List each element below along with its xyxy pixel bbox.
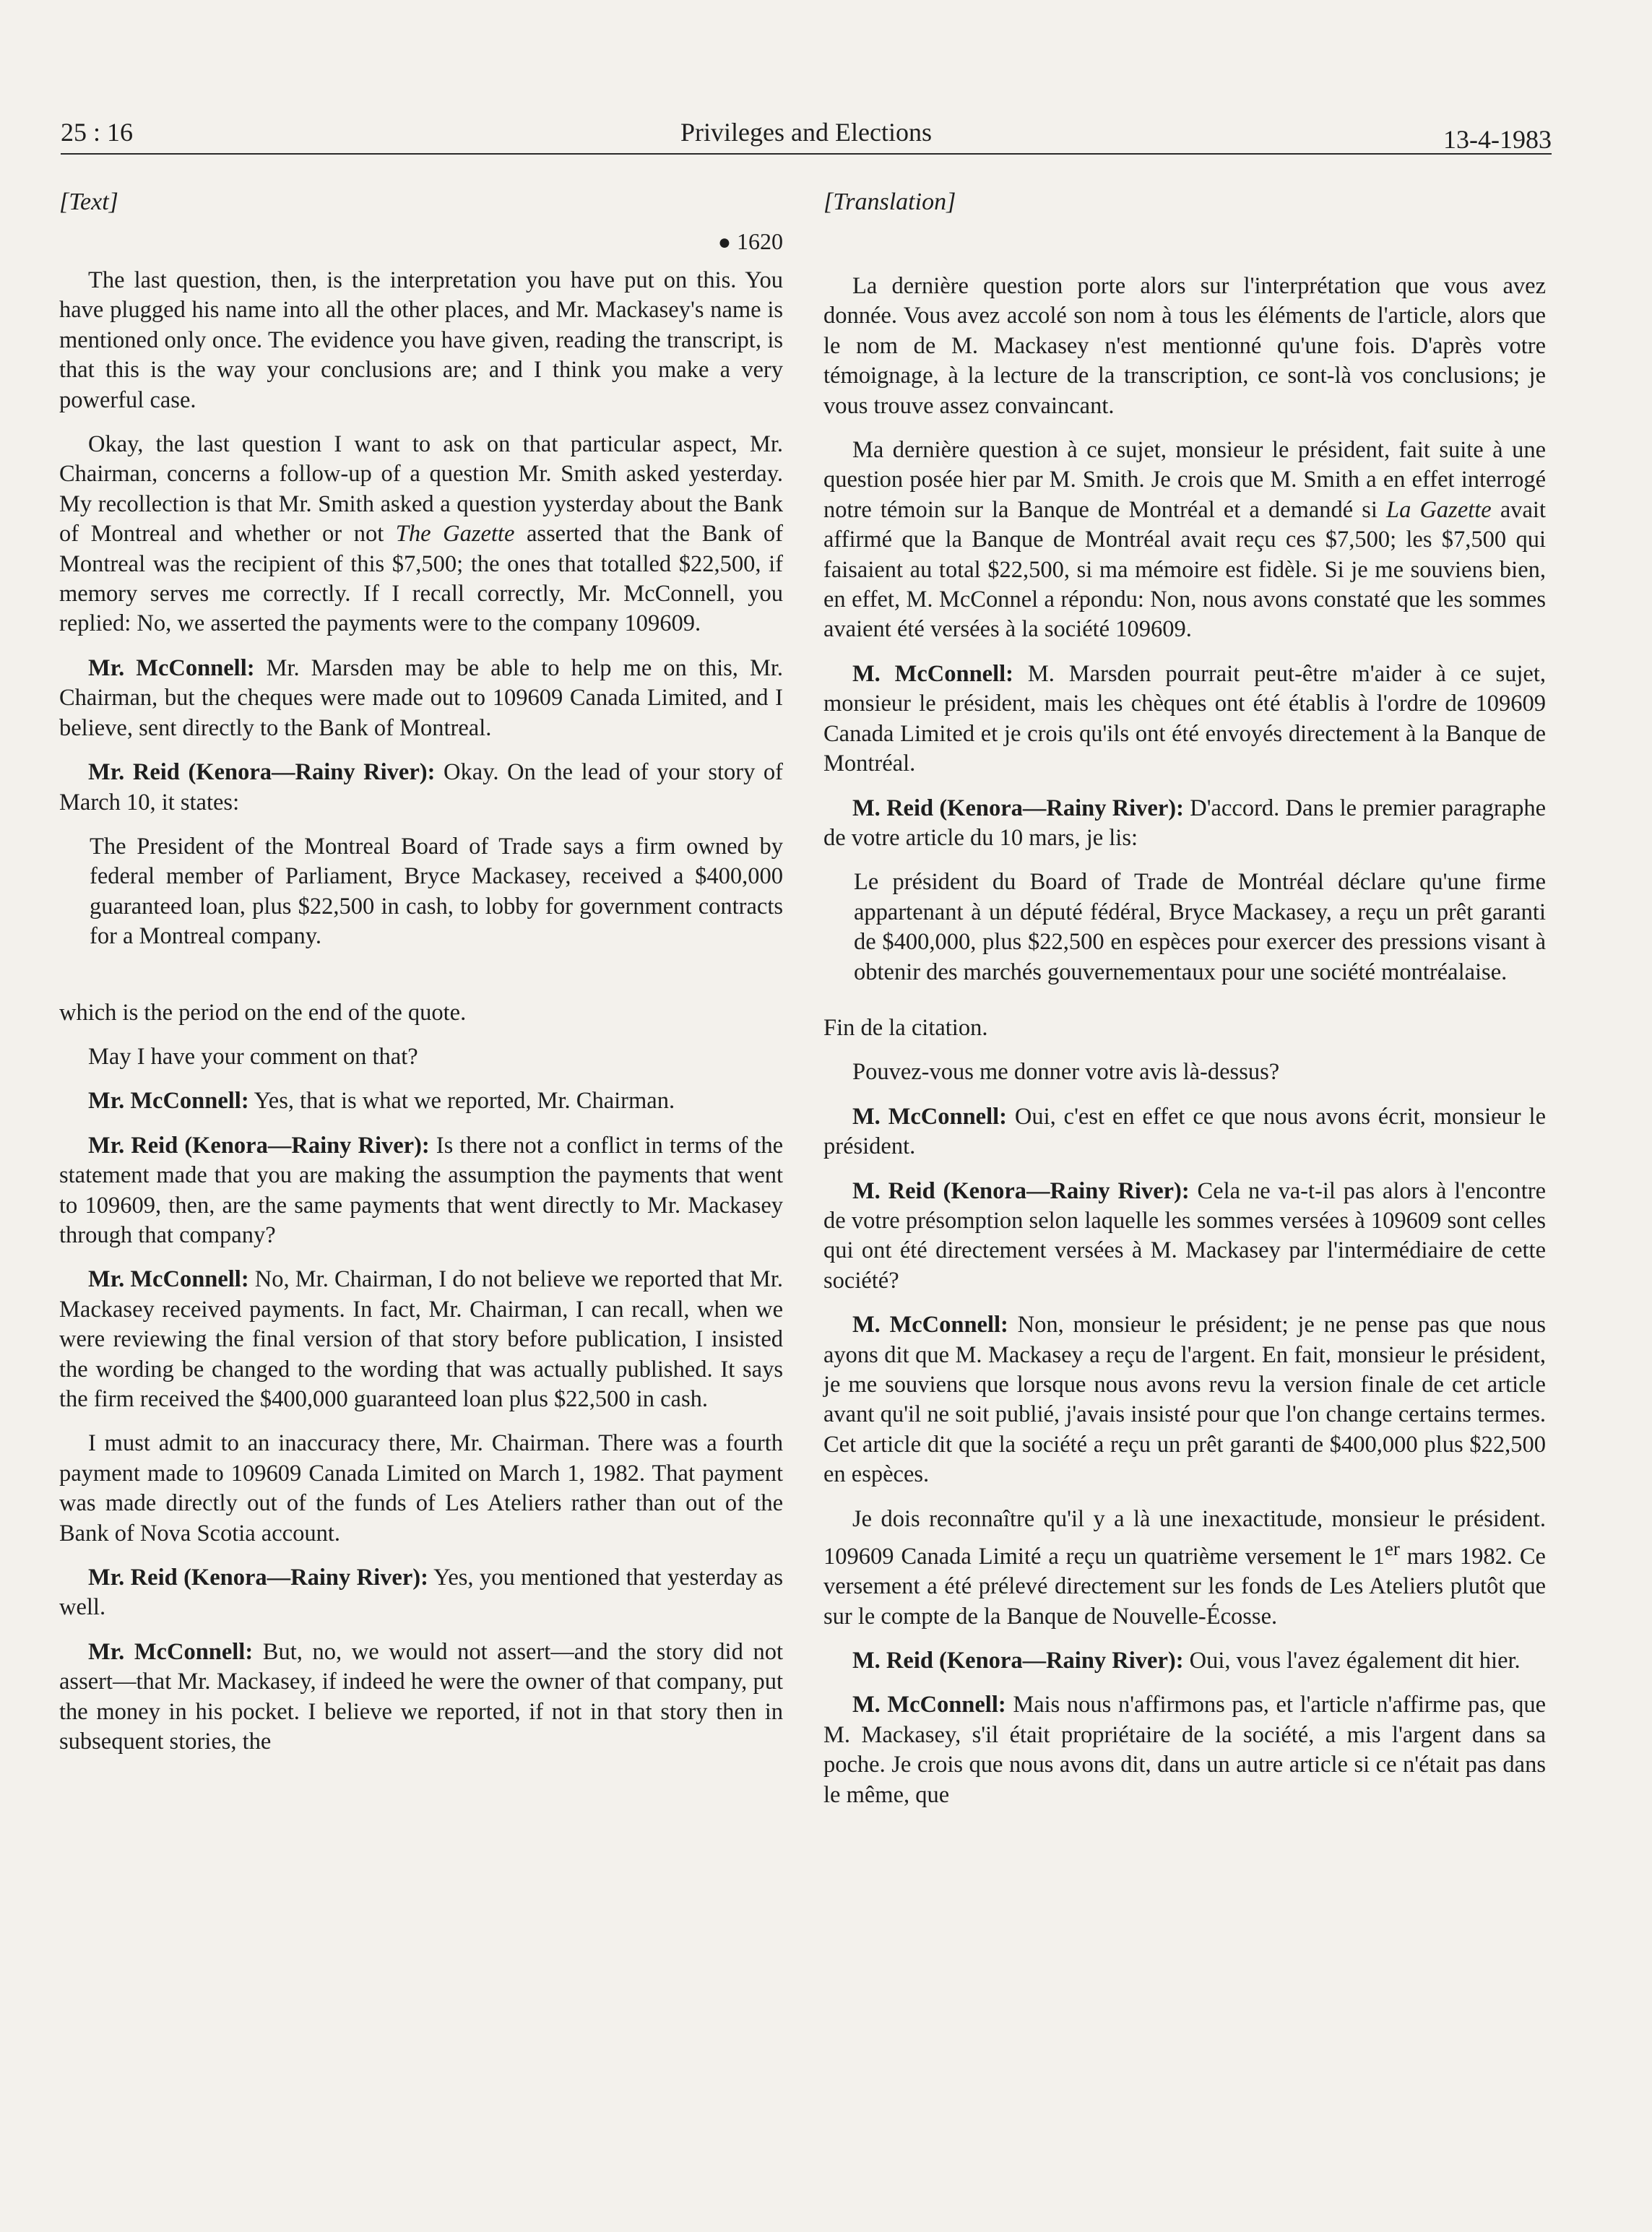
publication-name: The Gazette (395, 521, 515, 548)
speaker-name: Mr. Reid (Kenora—Rainy River): (88, 759, 436, 786)
speaker-name: Mr. McConnell: (88, 654, 255, 681)
paragraph: May I have your comment on that? (88, 1043, 418, 1070)
speaker-paragraph: Mr. Reid (Kenora—Rainy River): Okay. On the lead of your story of March 10, it states: (59, 759, 784, 816)
ordinal-superscript: er (1384, 1538, 1400, 1560)
english-column (59, 185, 783, 1771)
speaker-paragraph: Mr. McConnell: Mr. Marsden may be able to help me on this, Mr. Chairman, but the cheques were made out to 109609 Canada Limited, and I believe, sent directly to the Bank of Montreal. (59, 654, 783, 741)
page-number: 25 : 16 (61, 118, 134, 147)
speaker-name: M. McConnell: (852, 1692, 1006, 1718)
running-head (61, 110, 1552, 155)
speaker-paragraph: M. Reid (Kenora—Rainy River): D'accord. Dans le premier paragraphe de votre article du 10 mars, je lis: (823, 795, 1546, 851)
speaker-paragraph: M. Reid (Kenora—Rainy River): Oui, vous l'avez également dit hier. (852, 1648, 1521, 1674)
speaker-paragraph: M. Reid (Kenora—Rainy River): Cela ne va-t-il pas alors à l'encontre de votre présomption selon laquelle les sommes versées à 109609 sont celles qui ont été directement versées à M. Mackasey par l'intermédiaire de cette société? (823, 1177, 1546, 1294)
paragraph: which is the period on the end of the quote. (59, 999, 467, 1026)
speaker-name: M. Reid (Kenora—Rainy River): (852, 795, 1184, 821)
publication-title: Privileges and Elections (680, 118, 932, 147)
speaker-paragraph: Mr. Reid (Kenora—Rainy River): Yes, you mentioned that yesterday as well. (59, 1565, 784, 1621)
time-marker (59, 227, 783, 257)
block-quote: Le président du Board of Trade de Montréal déclare qu'une firme appartenant à un député fédéral, Bryce Mackasey, a reçu un prêt garanti de $400,000, plus $22,500 en espèces pour exercer des pressions visant à obtenir des marchés gouvernementaux pour une société montréalaise. (854, 869, 1546, 985)
speaker-name: M. Reid (Kenora—Rainy River): (852, 1177, 1190, 1204)
speaker-name: M. McConnell: (852, 1103, 1007, 1130)
paragraph: Okay, the last question I want to ask on that particular aspect, Mr. Chairman, concerns a follow-up of a question Mr. Smith asked yesterday. My recollection is that Mr. Smith asked a question yysterday about the Bank of Montreal and whether or not The Gazette asserted that the Bank of Montreal was the recipient of this $7,500; the ones that totalled $22,500, if memory serves me correctly. If I recall correctly, Mr. McConnell, you replied: No, we asserted the payments were to the company 109609. (59, 431, 783, 637)
speaker-name: Mr. McConnell: (88, 1266, 249, 1293)
block-quote: The President of the Montreal Board of Trade says a firm owned by federal member of Parliament, Bryce Mackasey, received a $400,000 guaranteed loan, plus $22,500 in cash, to lobby for government contracts for a Montreal company. (90, 833, 783, 950)
paragraph: Je dois reconnaître qu'il y a là une inexactitude, monsieur le président. 109609 Canada Limité a reçu un quatrième versement le 1er mars 1982. Ce versement a été prélevé directement sur les fonds de Les Ateliers plutôt que sur le compte de la Banque de Nouvelle-Écosse. (823, 1505, 1546, 1630)
paragraph: Fin de la citation. (823, 1014, 988, 1041)
speaker-name: M. McConnell: (852, 1312, 1008, 1338)
paragraph: La dernière question porte alors sur l'interprétation que vous avez donnée. Vous avez accolé son nom à tous les éléments de l'article, alors que le nom de M. Mackasey n'est mentionné qu'une fois. D'après votre témoignage, à la lecture de la transcription, ce sont-là vos conclusions; je vous trouve assez convaincant. (823, 273, 1546, 419)
paragraph: Ma dernière question à ce sujet, monsieur le président, fait suite à une question posée hier par M. Smith. Je crois que M. Smith a en effet interrogé notre témoin sur la Banque de Montréal et a demandé si La Gazette avait affirmé que la Banque de Montréal avait reçu ces $7,500; les $7,500 qui faisaient au total $22,500, si ma mémoire est fidèle. Si je me souviens bien, en effet, M. McConnel a répondu: Non, nous avons constaté que les sommes avaient été versées à la société 109609. (823, 437, 1546, 643)
column-label-text-word: Text (69, 189, 109, 215)
speaker-name: M. McConnell: (852, 660, 1013, 687)
speaker-paragraph: M. McConnell: Mais nous n'affirmons pas, et l'article n'affirme pas, que M. Mackasey, s'il était propriétaire de la société, a mis l'argent dans sa poche. Je crois que nous avons dit, dans un autre article si ce n'était pas dans le même, que (823, 1692, 1547, 1808)
paragraph: The last question, then, is the interpretation you have put on this. You have plugged his name into all the other places, and Mr. Mackasey's name is mentioned only once. The evidence you have given, reading the transcript, is that this is the way your conclusions are; and I think you make a very powerful case. (59, 267, 783, 413)
speaker-name: M. Reid (Kenora—Rainy River): (852, 1648, 1184, 1674)
column-label-translation: [Translation] (823, 189, 956, 215)
speaker-paragraph: Mr. McConnell: But, no, we would not assert—and the story did not assert—that Mr. Mackasey, if indeed he were the owner of that company, put the money in his pocket. I believe we reported, if not in that story then in subsequent stories, the (59, 1638, 783, 1755)
speaker-name: Mr. McConnell: (88, 1638, 254, 1665)
sitting-date: 13-4-1983 (1443, 125, 1552, 154)
speaker-paragraph: M. McConnell: Oui, c'est en effet ce que nous avons écrit, monsieur le président. (823, 1103, 1546, 1160)
publication-name: La Gazette (1386, 496, 1492, 523)
speaker-paragraph: Mr. McConnell: Yes, that is what we reported, Mr. Chairman. (88, 1088, 675, 1115)
column-label-translation-word: Translation (833, 189, 947, 215)
paragraph: Pouvez-vous me donner votre avis là-dessus? (852, 1059, 1280, 1086)
french-column (823, 185, 1546, 1825)
bullet-icon: ● (717, 230, 731, 254)
speaker-name: Mr. Reid (Kenora—Rainy River): (88, 1565, 428, 1591)
speaker-paragraph: M. McConnell: M. Marsden pourrait peut-être m'aider à ce sujet, monsieur le président, mais les chèques ont été établis à l'ordre de 109609 Canada Limited et je crois qu'ils ont été envoyés directement à la Banque de Montréal. (823, 660, 1546, 777)
speaker-paragraph: Mr. McConnell: No, Mr. Chairman, I do not believe we reported that Mr. Mackasey received payments. In fact, Mr. Chairman, I can recall, when we were reviewing the final version of that story before publication, I insisted the wording be changed to the wording that was actually published. It says the firm received the $400,000 guaranteed loan plus $22,500 in cash. (59, 1266, 783, 1412)
time-marker-value: 1620 (737, 228, 783, 254)
speaker-name: Mr. Reid (Kenora—Rainy River): (88, 1132, 430, 1159)
paragraph: I must admit to an inaccuracy there, Mr. Chairman. There was a fourth payment made to 109609 Canada Limited on March 1, 1982. That payment was made directly out of the funds of Les Ateliers rather than out of the Bank of Nova Scotia account. (59, 1430, 783, 1547)
column-label-text: [Text] (59, 189, 118, 215)
speaker-paragraph: Mr. Reid (Kenora—Rainy River): Is there not a conflict in terms of the statement made that you are making the assumption the payments that went to 109609, then, are the same payments that went directly to Mr. Mackasey through that company? (59, 1132, 783, 1248)
speaker-name: Mr. McConnell: (88, 1088, 249, 1115)
speaker-paragraph: M. McConnell: Non, monsieur le président; je ne pense pas que nous ayons dit que M. Mackasey a reçu de l'argent. En fait, monsieur le président, je me souviens que lorsque nous avons revu la version finale de cet article avant qu'il ne soit publié, j'avais insisté pour que l'on change certains termes. Cet article dit que la société a reçu un prêt garanti de $400,000 plus $22,500 en espèces. (823, 1312, 1547, 1488)
